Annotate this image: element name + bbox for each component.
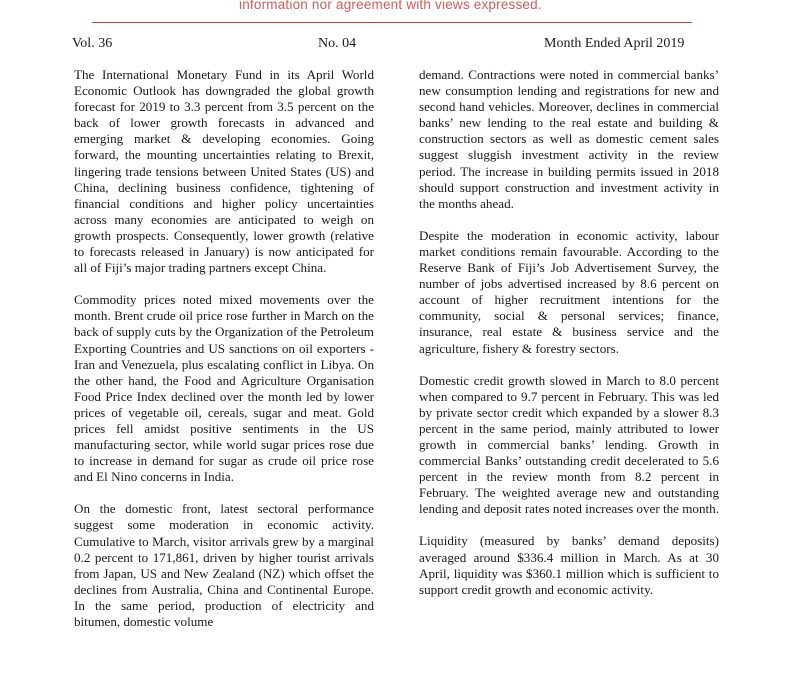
period-label: Month Ended April 2019 [544, 36, 685, 51]
paragraph-domestic-credit: Domestic credit growth slowed in March to 8.0 percent when compared to 9.7 percent in February. This was led by private sector credit which expanded by a slower 8.3 percent in the same period, mainly attributed to lower growth in commercial banks’ lending. Growth in commercial Banks’ outstanding credit decelerated to 5.6 percent in the review month from 8.2 percent in February. The weighted average new and outstanding lending and deposit rates noted increases over the month. [419, 372, 719, 517]
issue-number: No. 04 [318, 36, 357, 51]
paragraph-global-outlook: The International Monetary Fund in its April World Economic Outlook has downgraded the global growth forecast for 2019 to 3.3 percent from 3.5 percent on the back of lower growth forecasts in advanced and emerging market & developing economies. Going forward, the mounting uncertainties relating to Brexit, lingering trade tensions between United States (US) and China, declining business confidence, tightening of financial conditions and higher policy uncertainties across many economies are anticipated to weigh on growth prospects. Consequently, lower growth (relative to forecasts released in January) is now anticipated for all of Fiji’s major trading partners except China. [74, 67, 374, 276]
paragraph-commodity-prices: Commodity prices noted mixed movements over the month. Brent crude oil price rose further in March on the back of supply cuts by the Organization of the Petroleum Exporting Countries and US sanctions on oil exporters - Iran and Venezuela, plus escalating conflict in Libya. On the other hand, the Food and Agriculture Organisation Food Price Index declined over the month led by lower prices of vegetable oil, cereals, sugar and meat. Gold prices fell amidst positive sentiments in the US manufacturing sector, while world sugar prices rose due to increase in demand for sugar as crude oil price rose and El Nino concerns in India. [74, 292, 374, 485]
paragraph-domestic-front: On the domestic front, latest sectoral performance suggest some moderation in economic activity. Cumulative to March, visitor arrivals grew by a marginal 0.2 percent to 171,861, driven by higher tourist arrivals from Japan, US and New Zealand (NZ) which offset the declines from Australia, China and Continental Europe. In the same period, production of electricity and bitumen, domestic volume [74, 501, 374, 629]
paragraph-labour-market: Despite the moderation in economic activity, labour market conditions remain favourable. According to the Reserve Bank of Fiji’s Job Advertisement Survey, the number of jobs advertised increased by 8.6 percent on account of higher recruitment intentions for the community, social & personal services; finance, insurance, real estate & business service and the agriculture, fishery & forestry sectors. [419, 227, 719, 356]
paragraph-consumption-investment: demand. Contractions were noted in commercial banks’ new consumption lending and registrations for new and second hand vehicles. Moreover, declines in commercial banks’ new lending to the real estate and building & construction sectors as well as domestic cement sales suggest sluggish investment activity in the review period. The increase in building permits issued in 2018 should support construction and investment activity in the months ahead. [419, 67, 719, 211]
right-column [419, 67, 719, 614]
left-column [74, 67, 374, 646]
paragraph-liquidity: Liquidity (measured by banks’ demand deposits) averaged around $336.4 million in March. As at 30 April, liquidity was $360.1 million which is sufficient to support credit growth and economic activity. [419, 533, 719, 597]
volume-label: Vol. 36 [72, 36, 113, 51]
disclaimer-text: information nor agreement with views expressed. [239, 0, 542, 12]
disclaimer-banner [92, 0, 692, 23]
